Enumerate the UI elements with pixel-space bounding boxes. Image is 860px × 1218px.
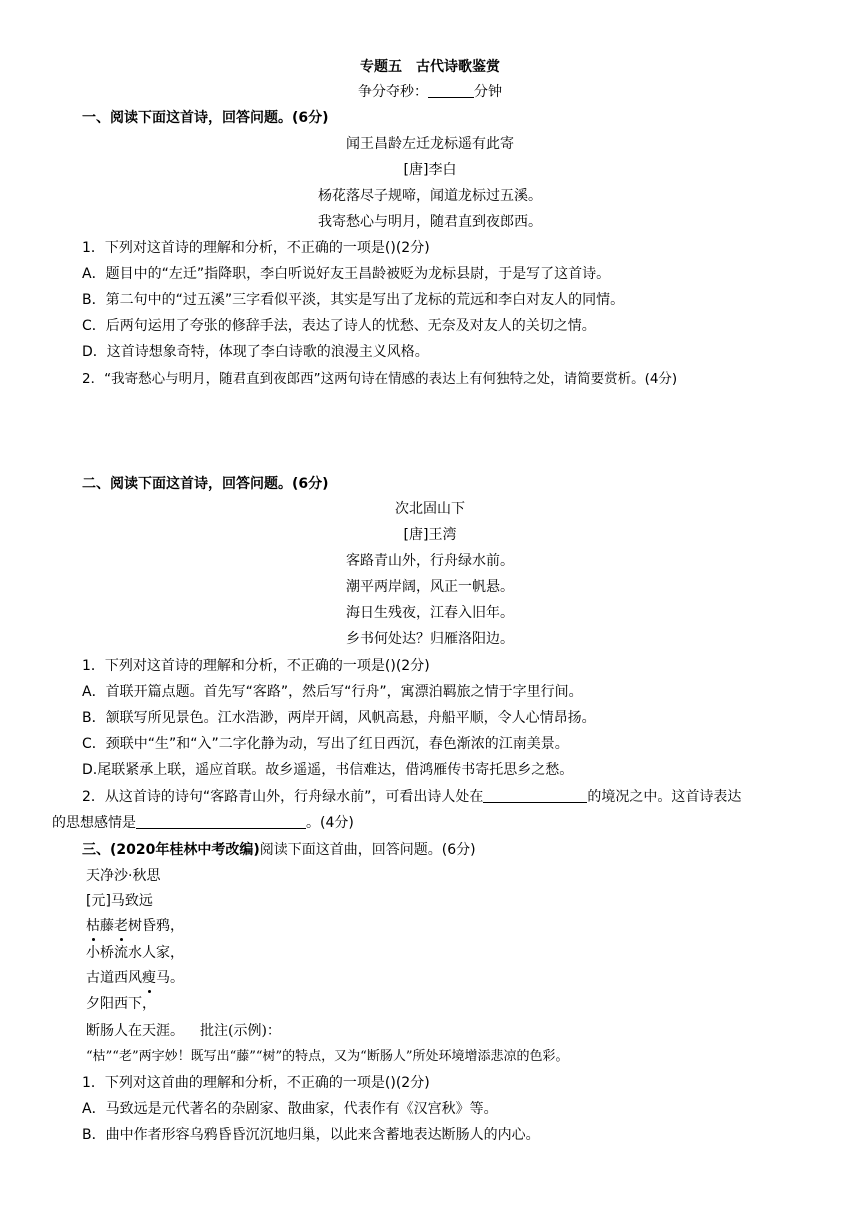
section2-option-c: C．颈联中“生”和“入”二字化静为动，写出了红日西沉，春色渐浓的江南美景。 [82, 736, 569, 752]
emphasis-char-shou: 瘦 [142, 970, 156, 986]
section2-q2-text: 2．从这首诗的诗句“客路青山外，行舟绿水前”，可看出诗人处在 [82, 789, 484, 805]
annotation-label: 批注(示例)： [200, 1023, 281, 1039]
section1-option-d: D．这首诗想象奇特，体现了李白诗歌的浪漫主义风格。 [82, 344, 429, 360]
section2-option-b: B．颔联写所见景色。江水浩渺，两岸开阔，风帆高悬，舟船平顺，令人心情昂扬。 [82, 710, 596, 726]
annotation-text: “枯”“老”两字妙！既写出“藤”“树”的特点，又为“断肠人”所处环境增添悲凉的色彩。 [86, 1049, 569, 1064]
section1-option-a: A．题目中的“左迁”指降职，李白听说好友王昌龄被贬为龙标县尉，于是写了这首诗。 [82, 266, 611, 282]
section3-qu-line-with-note [86, 1021, 281, 1041]
section3-heading-text: 阅读下面这首曲，回答问题。(6分) [259, 842, 476, 858]
section3-qu-line [86, 916, 184, 936]
section1-heading: 一、阅读下面这首诗，回答问题。(6分) [82, 110, 329, 126]
section2-question-1: 1．下列对这首诗的理解和分析，不正确的一项是()(2分) [82, 658, 430, 674]
section1-option-b: B．第二句中的“过五溪”三字看似平淡，其实是写出了龙标的荒远和李白对友人的同情。 [82, 292, 625, 308]
section3-qu-title: 天净沙·秋思 [86, 868, 161, 884]
section1-option-c: C．后两句运用了夸张的修辞手法，表达了诗人的忧愁、无奈及对友人的关切之情。 [82, 318, 596, 334]
emphasis-char-lao: 老 [114, 918, 128, 934]
section2-option-d: D.尾联紧承上联，遥应首联。故乡遥遥，书信难达，借鸿雁传书寄托思乡之愁。 [82, 762, 574, 778]
section2-poem-title: 次北固山下 [395, 501, 465, 517]
time-prefix: 争分夺秒： [358, 84, 428, 100]
section2-q2-text: 的境况之中。这首诗表达 [587, 789, 742, 805]
section1-poem-title: 闻王昌龄左迁龙标遥有此寄 [346, 136, 514, 152]
emphasis-char-ku: 枯 [86, 918, 100, 934]
section2-q2-text: 。(4分) [306, 815, 354, 831]
answer-blank-2[interactable] [136, 814, 306, 829]
section3-question-1: 1．下列对这首曲的理解和分析，不正确的一项是()(2分) [82, 1075, 430, 1091]
section1-question-2: 2．“我寄愁心与明月，随君直到夜郎西”这两句诗在情感的表达上有何独特之处，请简要赏析。(4分) [82, 371, 678, 387]
section1-question-1: 1．下列对这首诗的理解和分析，不正确的一项是()(2分) [82, 240, 430, 256]
section3-heading [82, 840, 476, 860]
section2-question-2-line1 [82, 787, 741, 807]
section2-poem-line: 乡书何处达？归雁洛阳边。 [346, 631, 514, 647]
section3-author: [元]马致远 [86, 893, 153, 909]
section3-qu-line [86, 968, 184, 988]
section2-poem-line: 客路青山外，行舟绿水前。 [346, 553, 514, 569]
section1-author: [唐]李白 [403, 162, 457, 178]
section2-poem-line: 海日生残夜，江春入旧年。 [346, 605, 514, 621]
section2-question-2-line2 [52, 813, 354, 833]
section2-author: [唐]王湾 [403, 527, 457, 543]
qu-text: 藤 [100, 918, 114, 934]
section2-q2-text: 的思想感情是 [52, 815, 136, 831]
qu-text: 古道西风 [86, 970, 142, 986]
time-suffix: 分钟 [474, 84, 502, 100]
page-title: 专题五 古代诗歌鉴赏 [360, 59, 500, 75]
section2-option-a: A．首联开篇点题。首先写“客路”，然后写“行舟”，寓漂泊羁旅之情于字里行间。 [82, 684, 583, 700]
section3-option-a: A．马致远是元代著名的杂剧家、散曲家，代表作有《汉宫秋》等。 [82, 1101, 498, 1117]
section3-source: 三、(2020年桂林中考改编) [82, 842, 260, 858]
time-blank[interactable] [428, 83, 474, 98]
section2-poem-line: 潮平两岸阔，风正一帆悬。 [346, 579, 514, 595]
section2-heading: 二、阅读下面这首诗，回答问题。(6分) [82, 476, 329, 492]
time-line [0, 82, 860, 102]
section3-qu-line: 小桥流水人家， [86, 945, 184, 961]
qu-text: 断肠人在天涯。 [86, 1023, 184, 1039]
section1-poem-line: 杨花落尽子规啼，闻道龙标过五溪。 [318, 188, 542, 204]
qu-text: 马。 [156, 970, 184, 986]
section3-qu-line: 夕阳西下， [86, 996, 156, 1012]
section1-poem-line: 我寄愁心与明月，随君直到夜郎西。 [318, 214, 542, 230]
section3-option-b: B．曲中作者形容乌鸦昏昏沉沉地归巢，以此来含蓄地表达断肠人的内心。 [82, 1127, 540, 1143]
qu-text: 树昏鸦， [128, 918, 184, 934]
answer-blank-1[interactable] [483, 788, 587, 803]
